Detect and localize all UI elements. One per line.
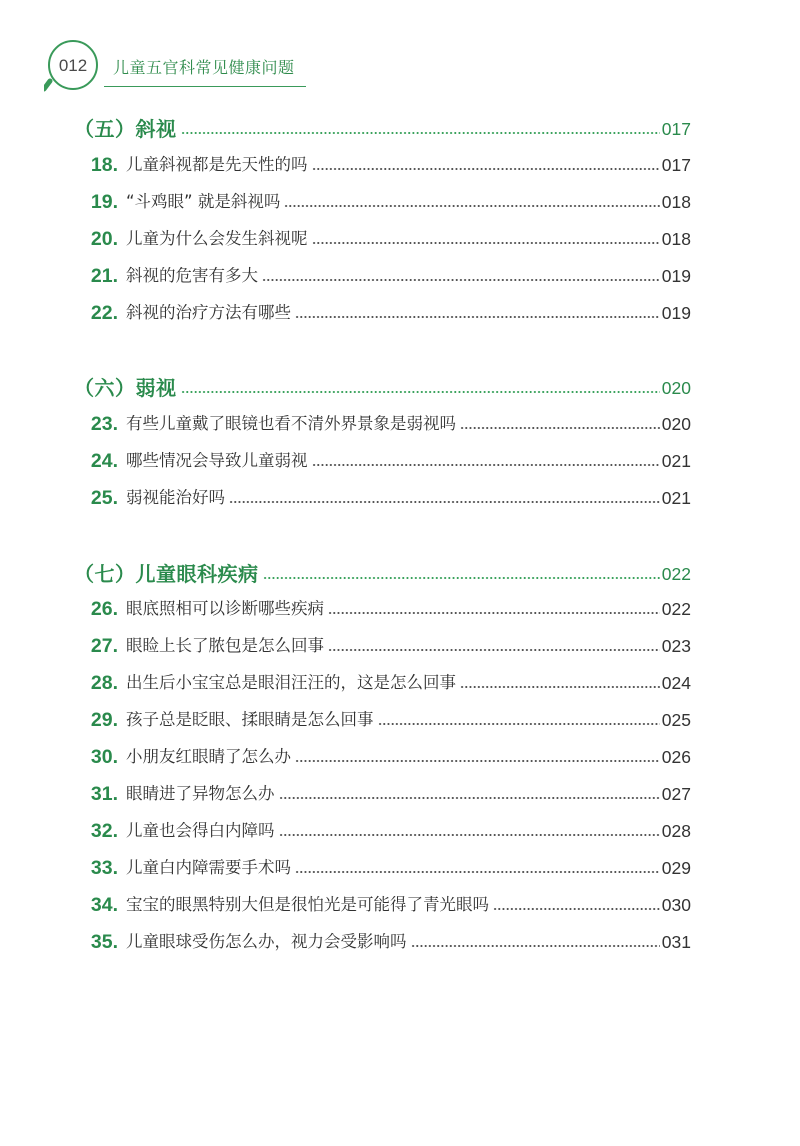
entry-number: 23.: [90, 413, 118, 435]
dot-leader: [493, 908, 660, 910]
dot-leader: [279, 797, 660, 799]
toc-entry[interactable]: [74, 592, 691, 622]
toc-section-heading[interactable]: [74, 112, 691, 142]
entry-title: 儿童眼球受伤怎么办，视力会受影响吗: [126, 932, 407, 951]
entry-title: 斜视的治疗方法有哪些: [126, 303, 291, 322]
entry-page: 023: [661, 636, 691, 656]
dot-leader: [262, 279, 660, 281]
entry-page: 018: [661, 192, 691, 212]
section-title: （六）弱视: [74, 376, 177, 400]
dot-leader: [284, 205, 659, 207]
entry-page: 026: [661, 747, 691, 767]
entry-page: 028: [661, 821, 691, 841]
entry-number: 25.: [90, 487, 118, 509]
dot-leader: [295, 871, 660, 873]
entry-number: 32.: [90, 820, 118, 842]
entry-title: 儿童白内障需要手术吗: [126, 858, 291, 877]
dot-leader: [312, 168, 660, 170]
dot-leader: [378, 723, 660, 725]
entry-page: 027: [661, 784, 691, 804]
dot-leader: [312, 464, 660, 466]
entry-number: 26.: [90, 598, 118, 620]
toc-entry[interactable]: [74, 740, 691, 770]
page-number: 012: [58, 56, 88, 75]
toc-entry[interactable]: [74, 814, 691, 844]
section-page: 022: [661, 564, 691, 584]
dot-leader: [411, 945, 660, 947]
entry-number: 31.: [90, 783, 118, 805]
toc-entry[interactable]: [74, 481, 691, 511]
entry-page: 030: [661, 895, 691, 915]
section-title: （五）斜视: [74, 117, 177, 141]
toc-entry[interactable]: [74, 185, 691, 215]
dot-leader: [295, 760, 660, 762]
entry-title: 出生后小宝宝总是眼泪汪汪的，这是怎么回事: [126, 673, 456, 692]
entry-title: 小朋友红眼睛了怎么办: [126, 747, 291, 766]
entry-title: 儿童也会得白内障吗: [126, 821, 275, 840]
entry-number: 20.: [90, 228, 118, 250]
entry-title: 有些儿童戴了眼镜也看不清外界景象是弱视吗: [126, 414, 456, 433]
entry-page: 019: [661, 266, 691, 286]
section-page: 020: [661, 378, 691, 398]
entry-title: 宝宝的眼黑特别大但是很怕光是可能得了青光眼吗: [126, 895, 489, 914]
toc-section-heading[interactable]: [74, 371, 691, 401]
toc-entry[interactable]: [74, 222, 691, 252]
dot-leader: [328, 649, 660, 651]
toc-entry[interactable]: [74, 888, 691, 918]
dot-leader: [460, 686, 660, 688]
toc-entry[interactable]: [74, 925, 691, 955]
entry-number: 18.: [90, 154, 118, 176]
entry-title: 眼底照相可以诊断哪些疾病: [126, 599, 324, 618]
entry-page: 020: [661, 414, 691, 434]
entry-number: 29.: [90, 709, 118, 731]
entry-title: 眼睛进了异物怎么办: [126, 784, 275, 803]
entry-number: 30.: [90, 746, 118, 768]
section-title: （七）儿童眼科疾病: [74, 562, 259, 586]
entry-number: 22.: [90, 302, 118, 324]
dot-leader: [229, 501, 660, 503]
toc-entry[interactable]: [74, 703, 691, 733]
toc-entry[interactable]: [74, 148, 691, 178]
entry-title: 斜视的危害有多大: [126, 266, 258, 285]
entry-page: 031: [661, 932, 691, 952]
entry-number: 19.: [90, 191, 118, 213]
entry-number: 34.: [90, 894, 118, 916]
toc-entry[interactable]: [74, 259, 691, 289]
entry-title: 弱视能治好吗: [126, 488, 225, 507]
toc-section-heading[interactable]: [74, 557, 691, 587]
dot-leader: [295, 316, 660, 318]
entry-title: 哪些情况会导致儿童弱视: [126, 451, 308, 470]
entry-page: 018: [661, 229, 691, 249]
dot-leader: [263, 577, 660, 579]
toc-entry[interactable]: [74, 296, 691, 326]
entry-page: 025: [661, 710, 691, 730]
book-title: 儿童五官科常见健康问题: [113, 58, 295, 77]
entry-title: “斗鸡眼” 就是斜视吗: [126, 192, 281, 211]
dot-leader: [181, 132, 660, 134]
entry-title: 孩子总是眨眼、揉眼睛是怎么回事: [126, 710, 374, 729]
dot-leader: [328, 612, 660, 614]
entry-page: 024: [661, 673, 691, 693]
entry-page: 021: [661, 488, 691, 508]
dot-leader: [460, 427, 660, 429]
toc-entry[interactable]: [74, 629, 691, 659]
entry-number: 24.: [90, 450, 118, 472]
toc-entry[interactable]: [74, 777, 691, 807]
entry-title: 儿童为什么会发生斜视呢: [126, 229, 308, 248]
dot-leader: [181, 391, 660, 393]
toc-entry[interactable]: [74, 444, 691, 474]
entry-page: 017: [661, 155, 691, 175]
toc-entry[interactable]: [74, 851, 691, 881]
toc-entry[interactable]: [74, 407, 691, 437]
entry-number: 33.: [90, 857, 118, 879]
entry-page: 021: [661, 451, 691, 471]
entry-number: 27.: [90, 635, 118, 657]
dot-leader: [279, 834, 660, 836]
entry-page: 022: [661, 599, 691, 619]
entry-title: 眼睑上长了脓包是怎么回事: [126, 636, 324, 655]
toc-entry[interactable]: [74, 666, 691, 696]
dot-leader: [312, 242, 660, 244]
entry-page: 019: [661, 303, 691, 323]
entry-number: 35.: [90, 931, 118, 953]
entry-title: 儿童斜视都是先天性的吗: [126, 155, 308, 174]
entry-page: 029: [661, 858, 691, 878]
entry-number: 28.: [90, 672, 118, 694]
section-page: 017: [661, 119, 691, 139]
entry-number: 21.: [90, 265, 118, 287]
